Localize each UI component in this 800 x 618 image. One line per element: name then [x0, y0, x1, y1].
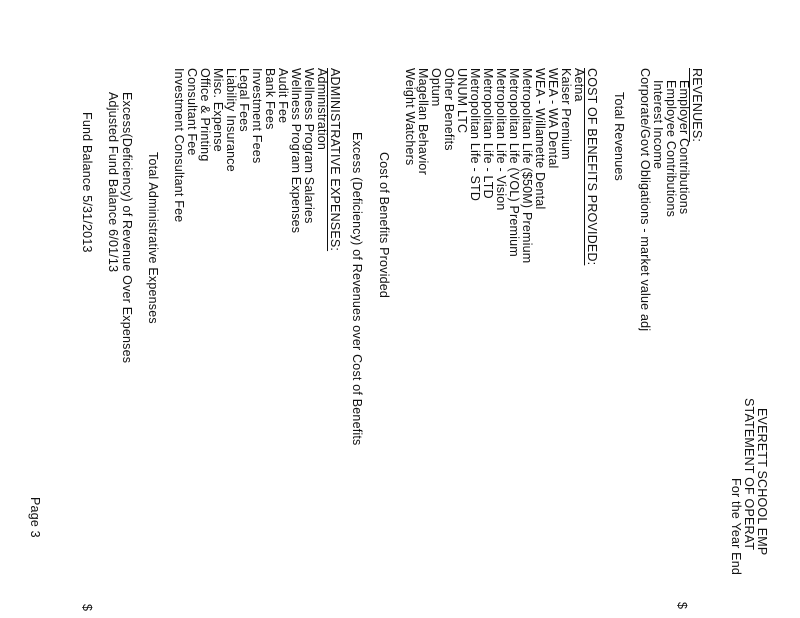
admin-expense-line: Investment Consultant Fee [172, 68, 186, 223]
benefit-line: WEA - WA Dental [546, 68, 560, 169]
cost-of-benefits-heading: COST OF BENEFITS PROVIDED: [585, 68, 599, 266]
admin-expense-line: Wellness Program Salaries [302, 68, 316, 224]
header-currency-symbol: $ [675, 602, 689, 610]
cost-of-benefits-total: Cost of Benefits Provided [377, 152, 391, 299]
admin-expense-line: Audit Fee [276, 68, 290, 124]
benefit-line: WEA - Willamette Dental [533, 68, 547, 210]
admin-expenses-total: Total Administrative Expenses [146, 152, 160, 324]
benefit-line: Metropolitan Life - Vision [494, 68, 508, 211]
benefit-line: Magellan Behavior [416, 68, 430, 175]
admin-expense-line: Office & Printing [198, 68, 212, 162]
admin-expenses-heading: ADMINISTRATIVE EXPENSES: [328, 68, 342, 252]
benefit-line: Kaiser Premium [559, 68, 573, 160]
footer-currency-symbol: $ [80, 604, 94, 612]
page-number: Page 3 [28, 497, 42, 538]
revenues-heading: REVENUES: [690, 68, 704, 143]
benefit-line: Other Benefits [442, 68, 456, 151]
benefit-line: Optum [429, 68, 443, 107]
benefit-line: Weight Watchers [403, 68, 417, 166]
total-revenues: Total Revenues [612, 92, 626, 181]
benefit-line: Metropolitan Life - STD [468, 68, 482, 202]
adjusted-fund-balance: Adjusted Fund Balance 6/01/13 [106, 92, 120, 273]
admin-expense-line: Investment Fees [250, 68, 264, 164]
admin-expense-line: Administration [315, 68, 329, 150]
excess-over-expenses: Excess(Deficiency) of Revenue Over Expenses [120, 92, 134, 364]
admin-expense-line: Consultant Fee [185, 68, 199, 156]
revenue-line: Interest Income [651, 80, 665, 170]
revenue-line: Employee Contributions [664, 80, 678, 218]
revenue-line: Employer Contributions [677, 80, 691, 215]
benefit-line: Metropolitan Life (VOL) Premium [507, 68, 521, 257]
period-title: For the Year End [729, 478, 743, 576]
admin-expense-line: Legal Fees [237, 68, 251, 132]
admin-expense-line: Liability Insurance [224, 68, 238, 172]
admin-expense-line: Misc. Expense [211, 68, 225, 152]
benefit-line: Metropolitan Life - LTD [481, 68, 495, 199]
fund-balance: Fund Balance 5/31/2013 [80, 112, 94, 253]
org-title: EVERETT SCHOOL EMP [755, 408, 769, 556]
benefit-line: Metropolitan Life ($50M) Premium [520, 68, 534, 264]
benefit-line: Aetna [572, 68, 586, 102]
admin-expense-line: Bank Fees [263, 68, 277, 130]
statement-title: STATEMENT OF OPERAT [742, 398, 756, 551]
admin-expense-line: Wellness Program Expenses [289, 68, 303, 234]
revenue-line: Corporate/Govt Obligations - market value adj [638, 68, 652, 332]
excess-over-benefits: Excess (Deficiency) of Revenues over Cost of Benefits [350, 132, 364, 446]
benefit-line: UNUM LTC [455, 68, 469, 134]
